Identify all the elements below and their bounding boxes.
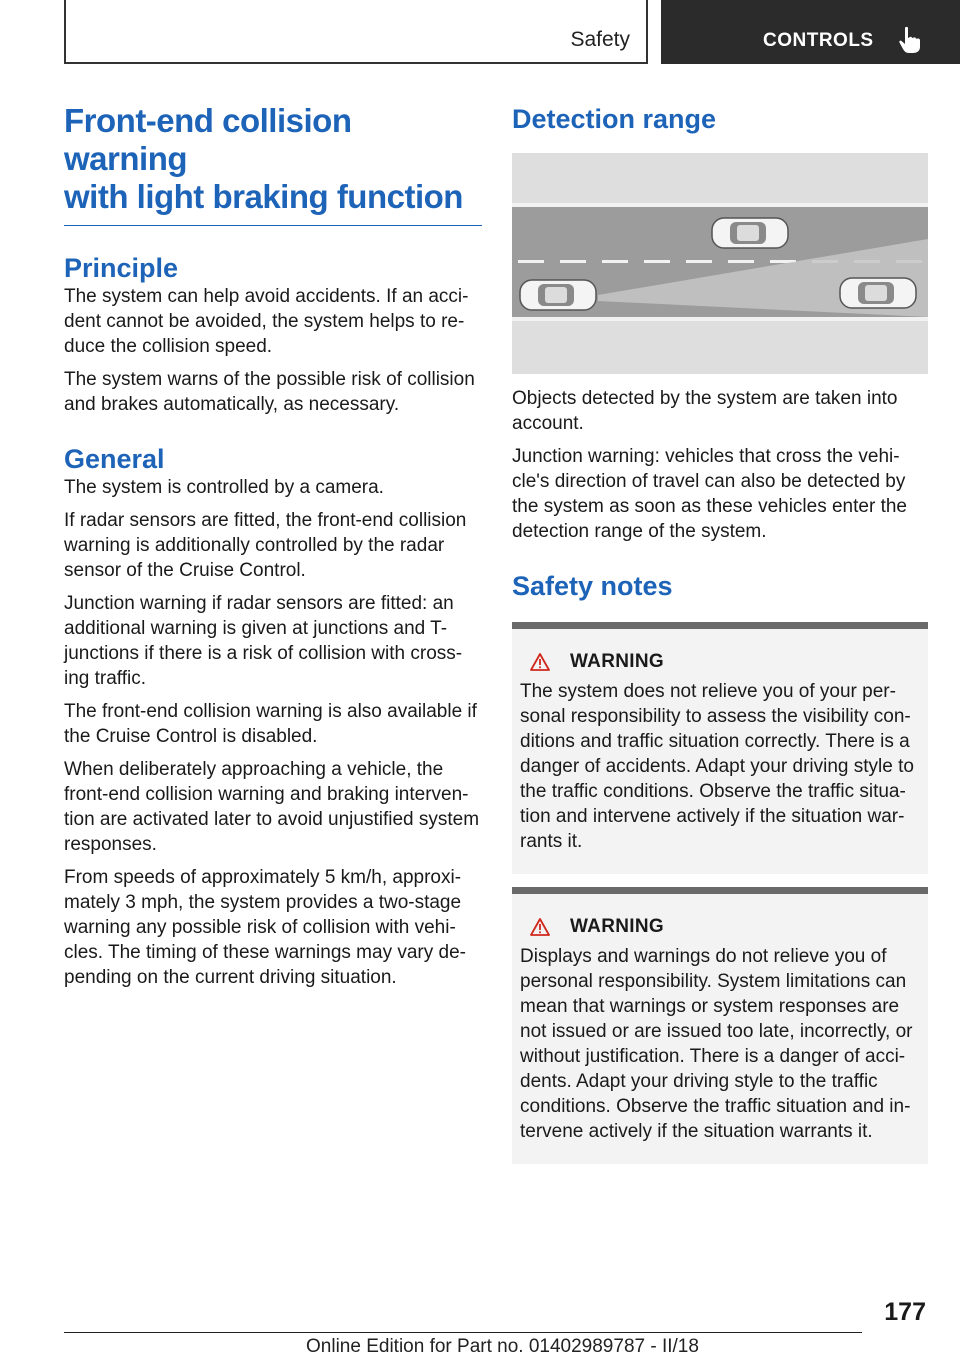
pointing-hand-icon (897, 26, 923, 54)
controls-tab[interactable] (661, 0, 960, 64)
detection-paragraph: Objects detected by the system are taken into account. (512, 388, 898, 434)
safety-notes-heading: Safety notes (512, 571, 673, 601)
edition-note: Online Edition for Part no. 01402989787 - II/18 (306, 1336, 699, 1357)
title-line-1: Front-end collision warning (64, 102, 352, 177)
section-title: Safety (570, 28, 630, 51)
car-front-left (520, 280, 596, 310)
general-paragraph: Junction warning if radar sensors are fitted: an additional warning is given at junctions and T-junctions if there is a risk of collision with cross-ing traffic. (64, 593, 463, 689)
principle-heading: Principle (64, 253, 179, 283)
title-line-2: with light braking function (64, 178, 463, 215)
warning-triangle-icon (530, 653, 550, 671)
general-paragraph: If radar sensors are fitted, the front-end collision warning is additionally controlled by the radar sensor of the Cruise Control. (64, 510, 467, 581)
warning-text: The system does not relieve you of your per-sonal responsibility to assess the visibility con-ditions and traffic situation correctly. There is a danger of accidents. Adapt your driving style to the traffic conditions. Observe the traffic situa-tion and intervene actively if the situation war-rants it. (520, 681, 914, 852)
detection-range-illustration (512, 153, 928, 374)
general-paragraph: The system is controlled by a camera. (64, 477, 384, 498)
general-heading: General (64, 444, 165, 474)
warning-box (512, 887, 928, 1164)
warning-triangle-icon (530, 918, 550, 936)
warning-header (520, 914, 920, 940)
header-section-box (64, 0, 648, 64)
detection-paragraph: Junction warning: vehicles that cross the vehi-cle's direction of travel can also be detected by the system as soon as these vehicles enter the detection range of the system. (512, 446, 907, 542)
general-paragraph: When deliberately approaching a vehicle, the front-end collision warning and braking interven-tion are activated later to avoid unjustified system responses. (64, 759, 480, 855)
detection-heading: Detection range (512, 104, 717, 134)
footer-divider (64, 1332, 862, 1333)
general-paragraph: From speeds of approximately 5 km/h, approxi-mately 3 mph, the system provides a two-stage warning any possible risk of collision with vehi-cles. The timing of these warnings may vary de-pending on the current driving situation. (64, 867, 466, 988)
warning-text: Displays and warnings do not relieve you of personal responsibility. System limitations can mean that warnings or system responses are not issued or are issued too late, incorrectly, or without justification. There is a danger of acci-dents. Adapt your driving style to the traffic conditions. Observe the traffic situation and in-tervene actively if the situation warrants it. (520, 946, 913, 1142)
principle-paragraph: The system warns of the possible risk of collision and brakes automatically, as necessary. (64, 369, 475, 415)
car-ahead-right-lane (840, 278, 916, 308)
warning-box (512, 622, 928, 874)
controls-tab-label: CONTROLS (763, 30, 874, 51)
page-number: 177 (884, 1298, 926, 1326)
warning-header (520, 649, 920, 675)
left-column (64, 102, 482, 998)
road-diagram (512, 153, 928, 374)
principle-paragraph: The system can help avoid accidents. If an acci-dent cannot be avoided, the system helps to re-duce the collision speed. (64, 286, 469, 357)
page-title (64, 102, 482, 226)
general-paragraph: The front-end collision warning is also available if the Cruise Control is disabled. (64, 701, 477, 747)
warning-label: WARNING (570, 651, 664, 672)
right-column (512, 102, 928, 1164)
warning-label: WARNING (570, 916, 664, 937)
car-left-lane (712, 218, 788, 248)
